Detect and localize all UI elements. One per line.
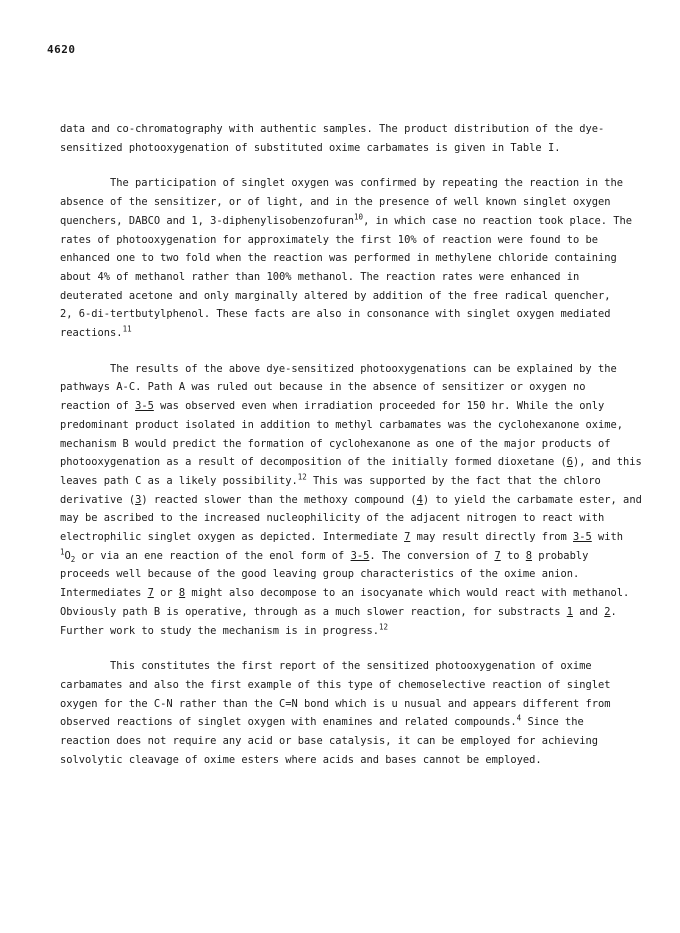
reference-superscript: 11	[122, 324, 132, 334]
compound-number: 7	[494, 549, 501, 562]
text-line: carbamates and also the first example of this type of chemoselective reaction of singlet	[60, 678, 611, 691]
compound-number: 6	[566, 456, 573, 469]
reference-superscript: 12	[379, 622, 389, 632]
text-line	[60, 528, 624, 547]
text-line: about 4% of methanol rather than 100% methanol. The reaction rates were enhanced in	[60, 270, 580, 283]
text-line: predominant product isolated in addition to methyl carbamates was the cyclohexanone oxime,	[60, 418, 624, 431]
paragraph-1	[60, 120, 620, 157]
text-run: might also decompose to an isocyanate which would react with methanol.	[185, 587, 630, 600]
text-run: Further work to study the mechanism is in progress.	[60, 624, 380, 637]
text-line: pathways A-C. Path A was ruled out because in the absence of sensitizer or oxygen no	[60, 381, 586, 394]
text-line: may be ascribed to the increased nucleophilicity of the adjacent nitrogen to react with	[60, 512, 605, 525]
compound-number: 3	[135, 493, 142, 506]
text-run: , in which case no reaction took place. The	[363, 214, 633, 227]
text-line: deuterated acetone and only marginally altered by addition of the free radical quencher,	[60, 289, 611, 302]
text-run: ), and this	[572, 456, 642, 469]
compound-number: 3-5	[573, 531, 592, 544]
text-line	[60, 324, 620, 343]
reference-superscript: 12	[297, 472, 307, 482]
text-line: reaction does not require any acid or base catalysis, it can be employed for achieving	[60, 735, 598, 748]
text-line: proceeds well because of the good leaving group characteristics of the oxime anion.	[60, 568, 580, 581]
text-line	[60, 491, 642, 510]
compound-number: 1	[566, 605, 573, 618]
text-run: photooxygenation as a result of decomposition of the initially formed dioxetane (	[60, 456, 567, 469]
compound-number: 7	[147, 587, 154, 600]
text-line	[60, 212, 633, 231]
text-line: sensitized photooxygenation of substituted oxime carbamates is given in Table I.	[60, 141, 561, 154]
text-line: data and co-chromatography with authentic samples. The product distribution of the dye-	[60, 123, 605, 135]
text-run: . The conversion of	[369, 549, 495, 562]
text-run: observed reactions of singlet oxygen with enamines and related compounds.	[60, 716, 517, 729]
compound-number: 3-5	[350, 549, 370, 562]
text-line: 2, 6-di-tertbutylphenol. These facts are also in consonance with singlet oxygen mediated	[60, 308, 611, 321]
compound-number: 8	[525, 549, 533, 562]
text-run: or via an ene reaction of the enol form of	[75, 549, 351, 562]
text-run: electrophilic singlet oxygen as depicted. Intermediate	[60, 531, 405, 544]
text-run: derivative (	[60, 493, 136, 506]
text-line	[60, 584, 630, 603]
text-run: and	[572, 605, 605, 618]
paragraph-2	[60, 174, 633, 342]
paragraph-4	[60, 657, 620, 769]
text-run: was observed even when irradiation proceeded for 150 hr. While the only	[153, 400, 605, 413]
text-run: may result directly from	[410, 531, 573, 544]
page-number: 4620	[47, 43, 76, 56]
reference-superscript: 10	[354, 212, 364, 222]
text-run: probably	[532, 549, 589, 562]
text-line	[60, 547, 620, 566]
text-line: The participation of singlet oxygen was confirmed by repeating the reaction in the	[110, 177, 623, 190]
reference-superscript: 4	[516, 713, 522, 723]
text-line	[60, 397, 620, 416]
text-line: This constitutes the first report of the sensitized photooxygenation of oxime	[110, 660, 592, 673]
text-run: Since the	[521, 716, 584, 729]
text-line: absence of the sensitizer, or of light, and in the presence of well known singlet oxygen	[60, 196, 611, 209]
text-line	[60, 453, 642, 472]
superscript: 1	[60, 547, 65, 557]
text-run: or	[153, 587, 179, 600]
text-line	[60, 622, 620, 641]
compound-number: 3-5	[135, 400, 154, 413]
text-line: enhanced one to two fold when the reaction was performed in methylene chloride containing	[60, 252, 617, 265]
text-run: ) to yield the carbamate ester, and	[422, 493, 642, 506]
text-run: Intermediates	[60, 587, 148, 600]
text-run: reaction of	[60, 400, 136, 413]
paragraph-3	[60, 360, 642, 641]
text-line: oxygen for the C-N rather than the C=N bond which is u nusual and appears different from	[60, 697, 611, 710]
text-run: Obviously path B is operative, through as a much slower reaction, for substracts	[60, 605, 567, 618]
compound-number: 4	[416, 493, 423, 506]
text-line: The results of the above dye-sensitized photooxygenations can be explained by the	[110, 362, 617, 375]
compound-number: 8	[178, 587, 186, 600]
text-run: O	[64, 549, 71, 562]
text-line: solvolytic cleavage of oxime esters where acids and bases cannot be employed.	[60, 753, 542, 766]
text-line: mechanism B would predict the formation of cyclohexanone as one of the major products of	[60, 437, 611, 450]
text-run: with	[591, 531, 624, 544]
text-run: This was supported by the fact that the chloro	[306, 474, 601, 487]
text-line: rates of photooxygenation for approximately the first 10% of reaction were found to be	[60, 233, 598, 246]
text-run: reactions.	[60, 327, 123, 340]
body-text	[60, 120, 642, 770]
text-run: quenchers, DABCO and 1, 3-diphenylisobenzofuran	[60, 214, 355, 227]
compound-number: 2	[604, 605, 611, 618]
text-line	[60, 603, 620, 622]
text-run: to	[500, 549, 526, 562]
text-run: leaves path C as a likely possibility.	[60, 474, 298, 487]
text-line	[60, 713, 620, 732]
compound-number: 7	[404, 531, 411, 544]
text-run: .	[610, 605, 617, 618]
subscript: 2	[70, 554, 76, 564]
text-run: ) reacted slower than the methoxy compound (	[141, 493, 417, 506]
text-line	[60, 472, 620, 491]
